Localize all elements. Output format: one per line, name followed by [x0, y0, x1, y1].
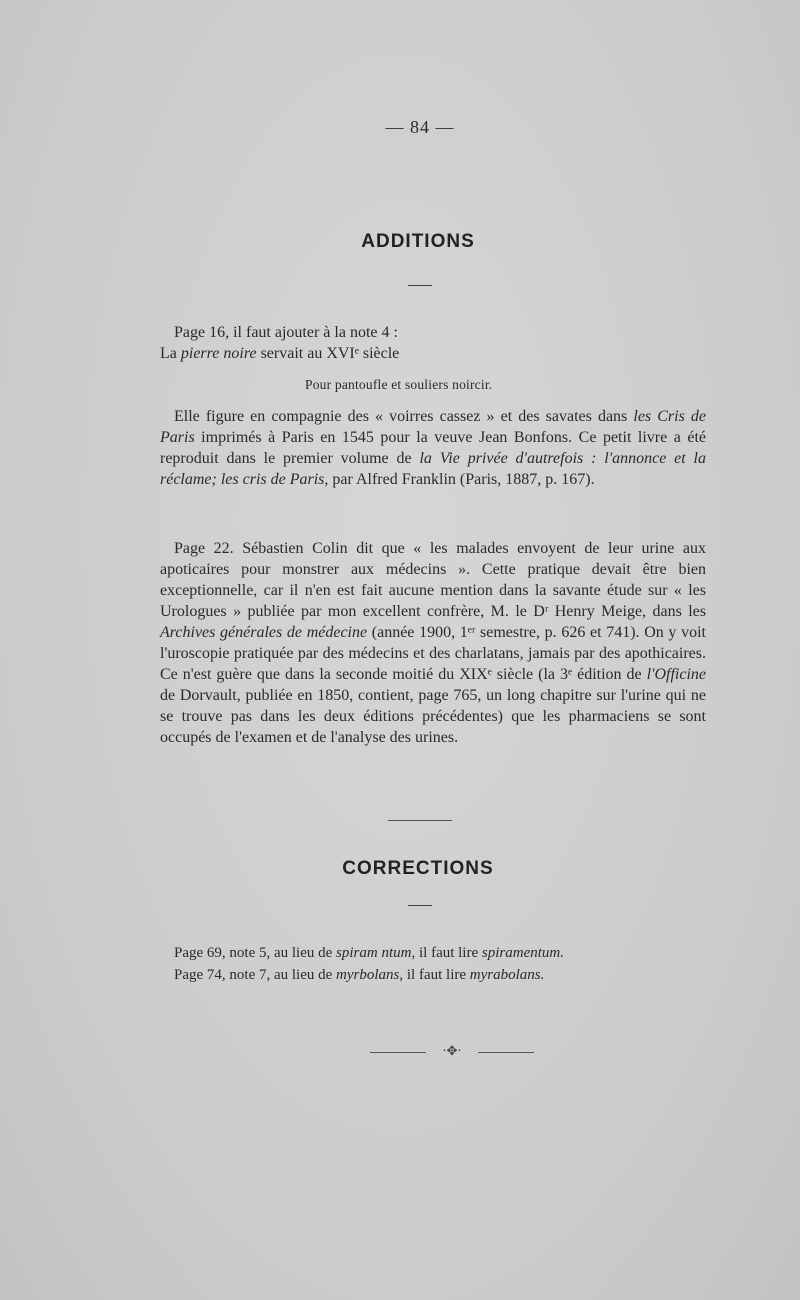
- section-separator-rule: [388, 820, 452, 821]
- ornament-knot-icon: ·✥·: [442, 1044, 462, 1059]
- correction2-right: myrabolans.: [469, 967, 545, 983]
- intro-line-2: [160, 343, 706, 364]
- para1-italic-1: les Cris de Paris: [160, 408, 706, 446]
- correction2-wrong: myrbolans: [336, 967, 400, 983]
- correction1-text-1: Page 69, note 5, au lieu de: [174, 945, 337, 961]
- para2-text-3: de Dorvault, publiée en 1850, contient, page 765, un long chapitre sur l'urine qui ne se trouve pas dans les deux éditions précédentes) que les pharmaciens se sont occupés de l'examen et de l'analyse des urines.: [160, 687, 706, 746]
- heading-dash: [408, 905, 432, 906]
- verse-quote: Pour pantoufle et souliers noircir.: [305, 377, 493, 392]
- corrections-heading: CORRECTIONS: [342, 858, 494, 879]
- correction2-text-2: , il faut lire: [399, 967, 470, 983]
- intro-line-2-post: servait au XVIᵉ siècle: [256, 345, 400, 362]
- correction-line-2: [160, 964, 706, 986]
- correction2-text-1: Page 74, note 7, au lieu de: [174, 967, 337, 983]
- para1-italic-2: la Vie privée d'autrefois : l'annonce et la réclame; les cris de Paris: [160, 450, 706, 488]
- intro-line-1: Page 16, il faut ajouter à la note 4 :: [174, 324, 398, 341]
- correction1-text-2: , il faut lire: [411, 945, 482, 961]
- corrections-list: [160, 942, 706, 986]
- para1-text-3: , par Alfred Franklin (Paris, 1887, p. 167).: [324, 471, 595, 488]
- correction-line-1: [160, 942, 706, 964]
- page-number: — 84 —: [385, 117, 455, 137]
- para2-italic-2: l'Officine: [646, 666, 706, 683]
- correction1-wrong: spiram ntum: [336, 945, 412, 961]
- para2-text-2: (année 1900, 1ᵉʳ semestre, p. 626 et 741). On y voit l'uroscopie pratiquée par des médecins et des charlatans, jamais par des apothicaires. Ce n'est guère que dans la seconde moitié du XIXᵉ siècle (la 3ᵉ édition de: [160, 624, 706, 683]
- para2-text-1: Page 22. Sébastien Colin dit que « les malades envoyent de leur urine aux apoticaires pour monstrer aux médecins ». Cette pratique devait être bien exceptionnelle, car il n'en est fait aucune mention dans la savante étude sur « les Urologues » publiée par mon excellent confrère, M. le Dʳ Henry Meige, dans les: [160, 540, 706, 620]
- end-ornament: [370, 1044, 534, 1060]
- para1-text-2: imprimés à Paris en 1545 pour la veuve Jean Bonfons. Ce petit livre a été reproduit dans le premier volume de: [160, 429, 706, 467]
- correction1-right: spiramentum.: [481, 945, 564, 961]
- para1-text-1: Elle figure en compagnie des « voirres cassez » et des savates dans: [174, 408, 634, 425]
- para2-italic-1: Archives générales de médecine: [160, 624, 368, 641]
- additions-paragraph-1: [160, 406, 706, 490]
- intro-line-2-pre: La: [160, 345, 181, 362]
- additions-paragraph-2: [160, 538, 706, 748]
- ornament-line-left: [370, 1052, 426, 1053]
- ornament-line-right: [478, 1052, 534, 1053]
- additions-heading: ADDITIONS: [361, 231, 475, 252]
- additions-intro: [160, 322, 706, 364]
- intro-line-2-italic: pierre noire: [180, 345, 257, 362]
- heading-dash: [408, 285, 432, 286]
